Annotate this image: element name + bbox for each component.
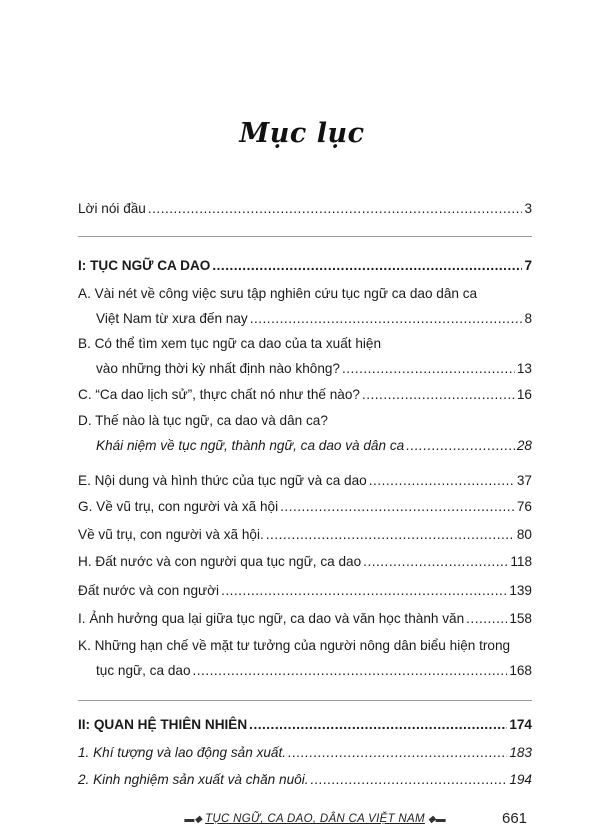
toc-entry-g-sub[interactable]: [78, 526, 532, 551]
toc-entry-g[interactable]: [78, 498, 532, 523]
toc-entry-page: 139: [509, 583, 532, 598]
toc-entry-page: 13: [516, 361, 532, 376]
toc-entry-label: I. Ảnh hưởng qua lại giữa tục ngữ, ca dao và văn học thành văn: [78, 611, 465, 626]
toc-entry-page: 16: [516, 387, 532, 402]
toc-entry-page: 37: [516, 473, 532, 488]
toc-entry-page: 76: [516, 499, 532, 514]
toc-entry-label: H. Đất nước và con người qua tục ngữ, ca dao: [78, 554, 362, 569]
toc-entry-h-sub[interactable]: [78, 582, 532, 607]
toc-section-label: I: TỤC NGỮ CA DAO: [78, 258, 211, 273]
toc-entry-page: 194: [509, 772, 532, 787]
toc-entry-label: E. Nội dung và hình thức của tục ngữ và ca dao: [78, 473, 367, 488]
toc-entry-label: C. “Ca dao lịch sử”, thực chất nó như thế nào?: [78, 387, 360, 402]
toc-entry-page: 28: [516, 438, 532, 453]
toc-entry-2-2[interactable]: [78, 771, 532, 796]
toc-entry-preface[interactable]: [78, 200, 532, 225]
toc-entry-page: 80: [516, 527, 532, 542]
toc-entry-e[interactable]: [78, 472, 532, 497]
running-footer: [170, 813, 460, 825]
toc-entry-label-cont: tục ngữ, ca dao: [96, 663, 191, 678]
toc-entry-page: 8: [524, 311, 532, 326]
toc-entry-label-cont: Khái niệm về tục ngữ, thành ngữ, ca dao và dân ca: [96, 438, 405, 453]
toc-entry-i[interactable]: [78, 610, 532, 635]
toc-entry-label: G. Về vũ trụ, con người và xã hội: [78, 499, 279, 514]
toc-entry-page: 3: [524, 201, 532, 216]
toc-entry-label: Lời nói đầu: [78, 201, 146, 216]
toc-section-label: II: QUAN HỆ THIÊN NHIÊN: [78, 717, 248, 732]
toc-entry-label: D. Thế nào là tục ngữ, ca dao và dân ca?: [78, 413, 328, 428]
ornament-left-icon: ▬◆: [184, 814, 203, 825]
toc-entry-label: 2. Kinh nghiệm sản xuất và chăn nuôi.: [78, 772, 309, 787]
toc-entry-page: 118: [510, 554, 532, 569]
toc-entry-page: 168: [509, 663, 532, 678]
toc-entry-page: 7: [524, 258, 532, 273]
divider: [78, 236, 532, 237]
toc-entry-2-1[interactable]: [78, 744, 532, 769]
toc-entry-page: 174: [509, 717, 532, 732]
page-title: Mục lục: [239, 118, 365, 149]
toc-section-2[interactable]: [78, 716, 532, 741]
toc-entry-label-cont: vào những thời kỳ nhất định nào không?: [96, 361, 340, 376]
toc-entry-page: 183: [509, 745, 532, 760]
page-number: 661: [502, 810, 528, 827]
toc-entry-label: Đất nước và con người: [78, 583, 220, 598]
toc-entry-k[interactable]: [78, 637, 532, 687]
toc-entry-h[interactable]: [78, 553, 532, 578]
toc-entry-d[interactable]: [78, 412, 532, 462]
toc-entry-label: Về vũ trụ, con người và xã hội.: [78, 527, 264, 542]
toc-entry-a[interactable]: [78, 285, 532, 335]
toc-entry-label: 1. Khí tượng và lao động sản xuất.: [78, 745, 287, 760]
toc-entry-label-cont: Việt Nam từ xưa đến nay: [96, 311, 248, 326]
toc-entry-label: A. Vài nét về công việc sưu tập nghiên cứu tục ngữ ca dao dân ca: [78, 286, 478, 301]
toc-entry-page: 158: [509, 611, 532, 626]
toc-entry-c[interactable]: [78, 386, 532, 411]
toc-section-1[interactable]: [78, 257, 532, 282]
toc-entry-label: K. Những hạn chế về mặt tư tưởng của người nông dân biểu hiện trong: [78, 638, 511, 653]
ornament-right-icon: ◆▬: [427, 814, 446, 825]
divider: [78, 700, 532, 701]
toc-entry-b[interactable]: [78, 335, 532, 385]
toc-entry-label: B. Có thể tìm xem tục ngữ ca dao của ta xuất hiện: [78, 336, 382, 351]
running-title: TỤC NGỮ, CA DAO, DÂN CA VIỆT NAM: [205, 813, 425, 825]
